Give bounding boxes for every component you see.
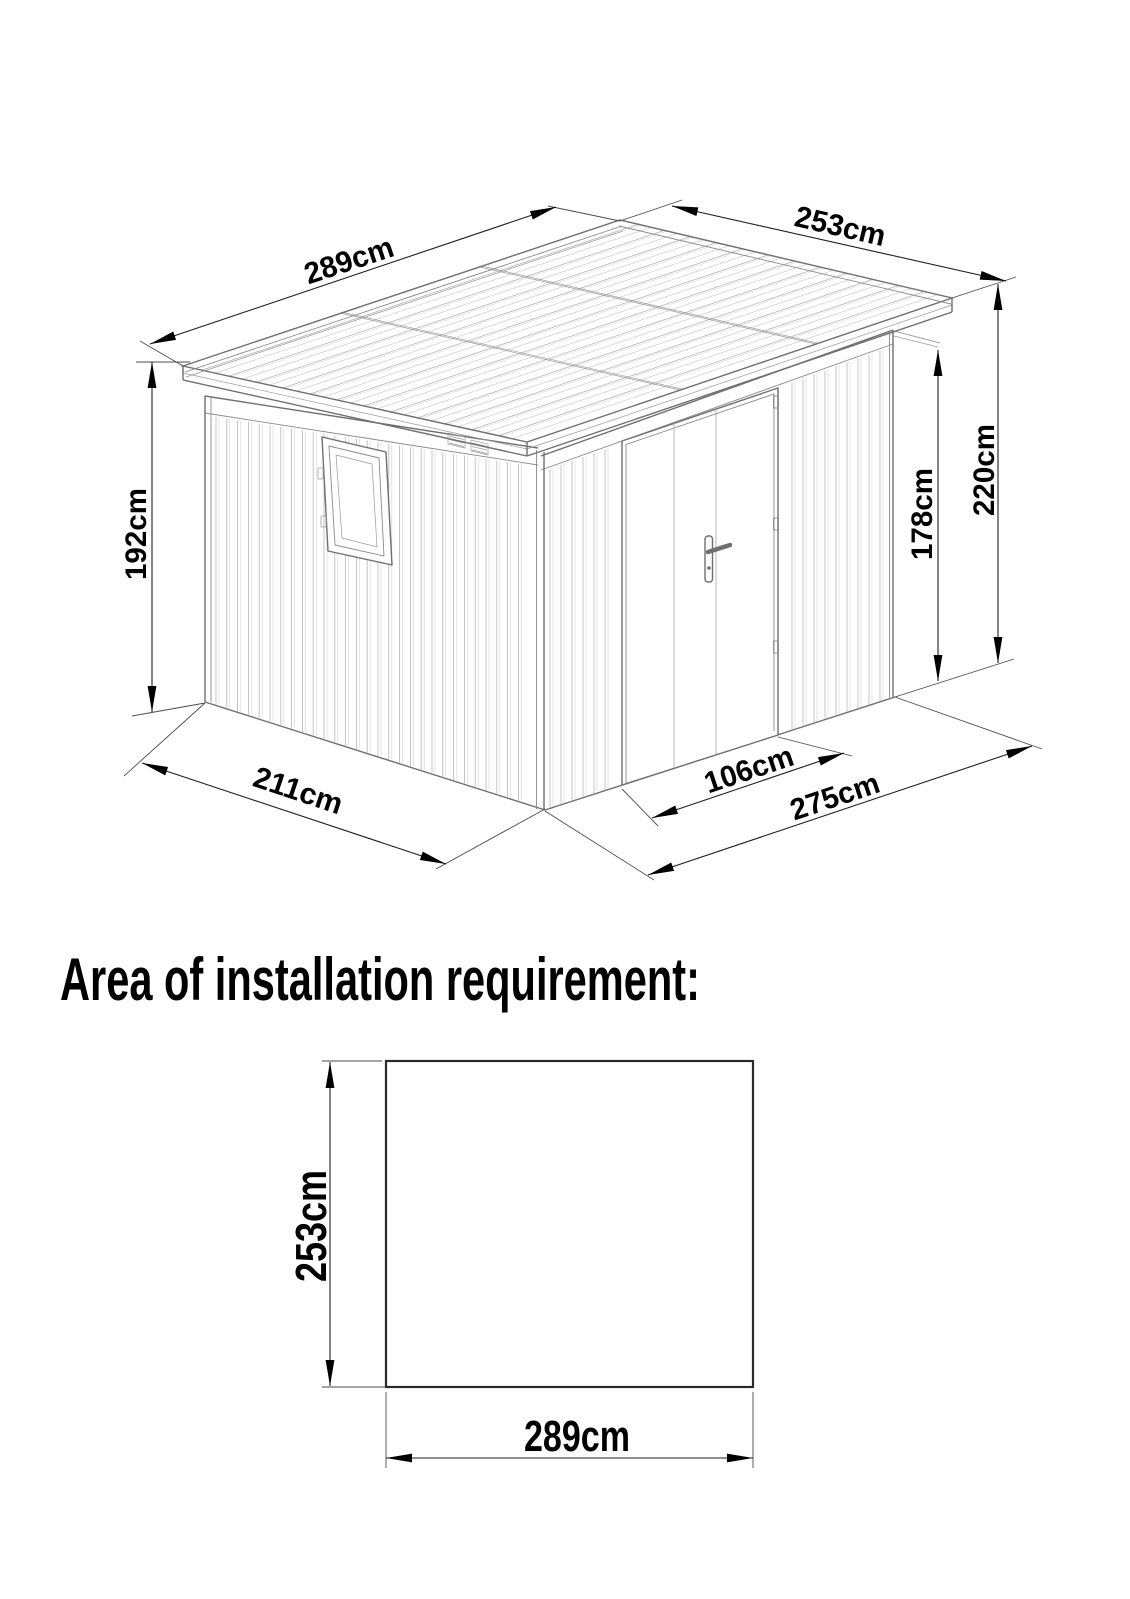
- shed-window: [318, 437, 392, 565]
- dim-label-door-height: 178cm: [906, 466, 939, 560]
- shed-door: [622, 388, 779, 785]
- dim-label-base-length: 275cm: [786, 766, 886, 828]
- section-heading: Area of installation requirement:: [60, 946, 700, 1013]
- dim-label-roof-depth: 253cm: [791, 200, 891, 254]
- shed-isometric-view: [120, 200, 1042, 880]
- dim-label-total-height: 220cm: [968, 422, 1001, 516]
- dim-label-base-depth: 211cm: [249, 760, 347, 822]
- dim-label-footprint-depth: 253cm: [287, 1144, 336, 1282]
- dim-label-rear-wall-height: 192cm: [120, 486, 153, 580]
- footprint-diagram: [287, 1061, 753, 1468]
- dim-label-roof-length: 289cm: [300, 230, 400, 292]
- footprint-rectangle: [386, 1061, 753, 1387]
- dim-label-footprint-width: 289cm: [524, 1412, 630, 1461]
- shed-left-wall: [205, 396, 545, 810]
- dim-label-door-width: 106cm: [700, 739, 800, 801]
